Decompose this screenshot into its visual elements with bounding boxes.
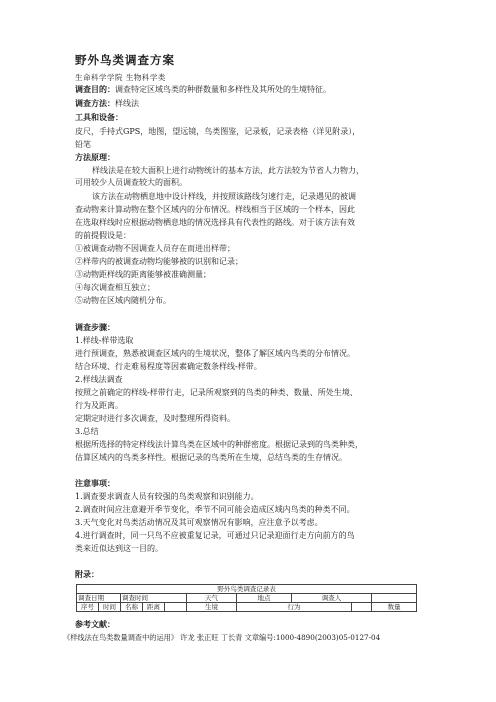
tools-text-2: 铅笔 (75, 140, 91, 149)
table-cell: 距离 (143, 603, 165, 612)
assumption-item: ③动物距样线的距离能够被准确测量； (75, 270, 211, 279)
subtitle: 生命科学学院 生物科学类 (75, 73, 166, 82)
notes-label: 注意事项： (75, 479, 115, 488)
table-cell: 序号 (77, 603, 99, 612)
note-item: 2.调查时间应注意避开季节变化，季节不同可能会造成区域内鸟类的种类不同。 (75, 505, 355, 514)
assumption-item: ①被调查动物不因调查人员存在而进出样带； (75, 244, 235, 253)
tools-text-1: 皮尺，手持式GPS，地图，望远镜，鸟类图鉴，记录板，记录表格（详见附录）， (75, 127, 361, 136)
reference-item: 《样线法在鸟类数量调查中的运用》 许龙 张正旺 丁长青 文章编号:1000-4890(2003)05-0127-04 (63, 633, 381, 642)
table-cell (352, 603, 372, 612)
step3-text-1: 根据所选择的特定样线法计算鸟类在区域中的种群密度。根据记录到的鸟类种类， (75, 440, 363, 449)
table-cell: 生境 (187, 603, 237, 612)
principle-p1-l1: 样线法是在较大面积上进行动物统计的基本方法，此方法较为节省人力物力， (92, 166, 364, 175)
table-row (77, 603, 417, 612)
table-cell: 调查人 (292, 594, 372, 603)
purpose-label: 调查目的： (75, 85, 115, 94)
principle-label: 方法原理： (75, 153, 115, 162)
table-cell: 调查日期 (77, 594, 121, 603)
appendix-label: 附录： (75, 570, 99, 579)
note-item: 3.天气变化对鸟类活动情况及其可观察情况有影响，应注意予以考虑。 (75, 518, 323, 527)
tools-label: 工具和设备： (75, 113, 123, 122)
step2-text-3: 定期定时进行多次调查，及时整理所得资料。 (75, 414, 235, 423)
principle-p1-l2: 可用较少人员调查较大的面积。 (75, 178, 187, 187)
step2-text-2: 行为及距离。 (75, 401, 123, 410)
note-item: 4.进行调查时，同一只鸟不应被重复记录，可通过只记录迎面行走方向前方的鸟 (75, 531, 355, 540)
principle-p2-l3: 在选取样线时应根据动物栖息地的情况选择具有代表性的路线。对于该方法有效 (75, 218, 355, 227)
step2-text-1: 按照之前确定的样线-样带行走，记录所观察到的鸟类的种类、数量、所处生境、 (75, 388, 358, 397)
assumption-item: ⑤动物在区域内随机分布。 (75, 296, 171, 305)
steps-label: 调查步骤： (75, 323, 115, 332)
principle-p2-l1: 该方法在动物栖息地中设计样线，并按照该路线匀速行走，记录遇见的被调 (92, 192, 356, 201)
table-cell: 名称 (121, 603, 143, 612)
table-cell (372, 594, 417, 603)
table-title: 野外鸟类调查记录表 (77, 585, 417, 594)
step1-text-1: 进行预调查，熟悉被调查区域内的生境状况，整体了解区域内鸟类的分布情况。 (75, 349, 355, 358)
step1-heading: 1.样线-样带选取 (75, 336, 134, 345)
note-item-cont: 类来近似达到这一目的。 (75, 544, 163, 553)
step1-text-2: 结合环境、行走难易程度等因素确定数条样线-样带。 (75, 362, 262, 371)
assumption-item: ②样带内的被调查动物均能够被的识别和记录； (75, 257, 243, 266)
page-title: 野外鸟类调查方案 (75, 53, 175, 67)
record-table (76, 584, 417, 612)
purpose-line (75, 85, 331, 95)
table-cell: 地点 (237, 594, 292, 603)
table-cell: 时间 (99, 603, 121, 612)
references-label: 参考文献： (75, 620, 115, 629)
purpose-text: 调查特定区域鸟类的种群数量和多样性及其所处的生境特征。 (115, 85, 331, 94)
note-item: 1.调查要求调查人员有较强的鸟类观察和识别能力。 (75, 492, 259, 501)
table-cell: 天气 (187, 594, 237, 603)
table-row (77, 594, 417, 603)
method-label: 调查方法： (75, 99, 115, 108)
assumption-item: ④每次调查相互独立； (75, 283, 155, 292)
step3-heading: 3.总结 (75, 427, 99, 436)
method-line (75, 99, 139, 109)
step2-heading: 2.样线法调查 (75, 375, 123, 384)
table-cell: 行为 (237, 603, 352, 612)
table-cell: 调查时间 (121, 594, 187, 603)
table-cell: 数量 (372, 603, 417, 612)
principle-p2-l2: 查动物来计算动物在整个区域内的分布情况。样线相当于区域的一个样本，因此 (75, 205, 355, 214)
table-cell (165, 603, 187, 612)
method-text: 样线法 (115, 99, 139, 108)
principle-p2-l4: 的前提假设是： (75, 231, 131, 240)
step3-text-2: 估算区域内的鸟类多样性。根据记录的鸟类所在生境，总结鸟类的生存情况。 (75, 453, 347, 462)
